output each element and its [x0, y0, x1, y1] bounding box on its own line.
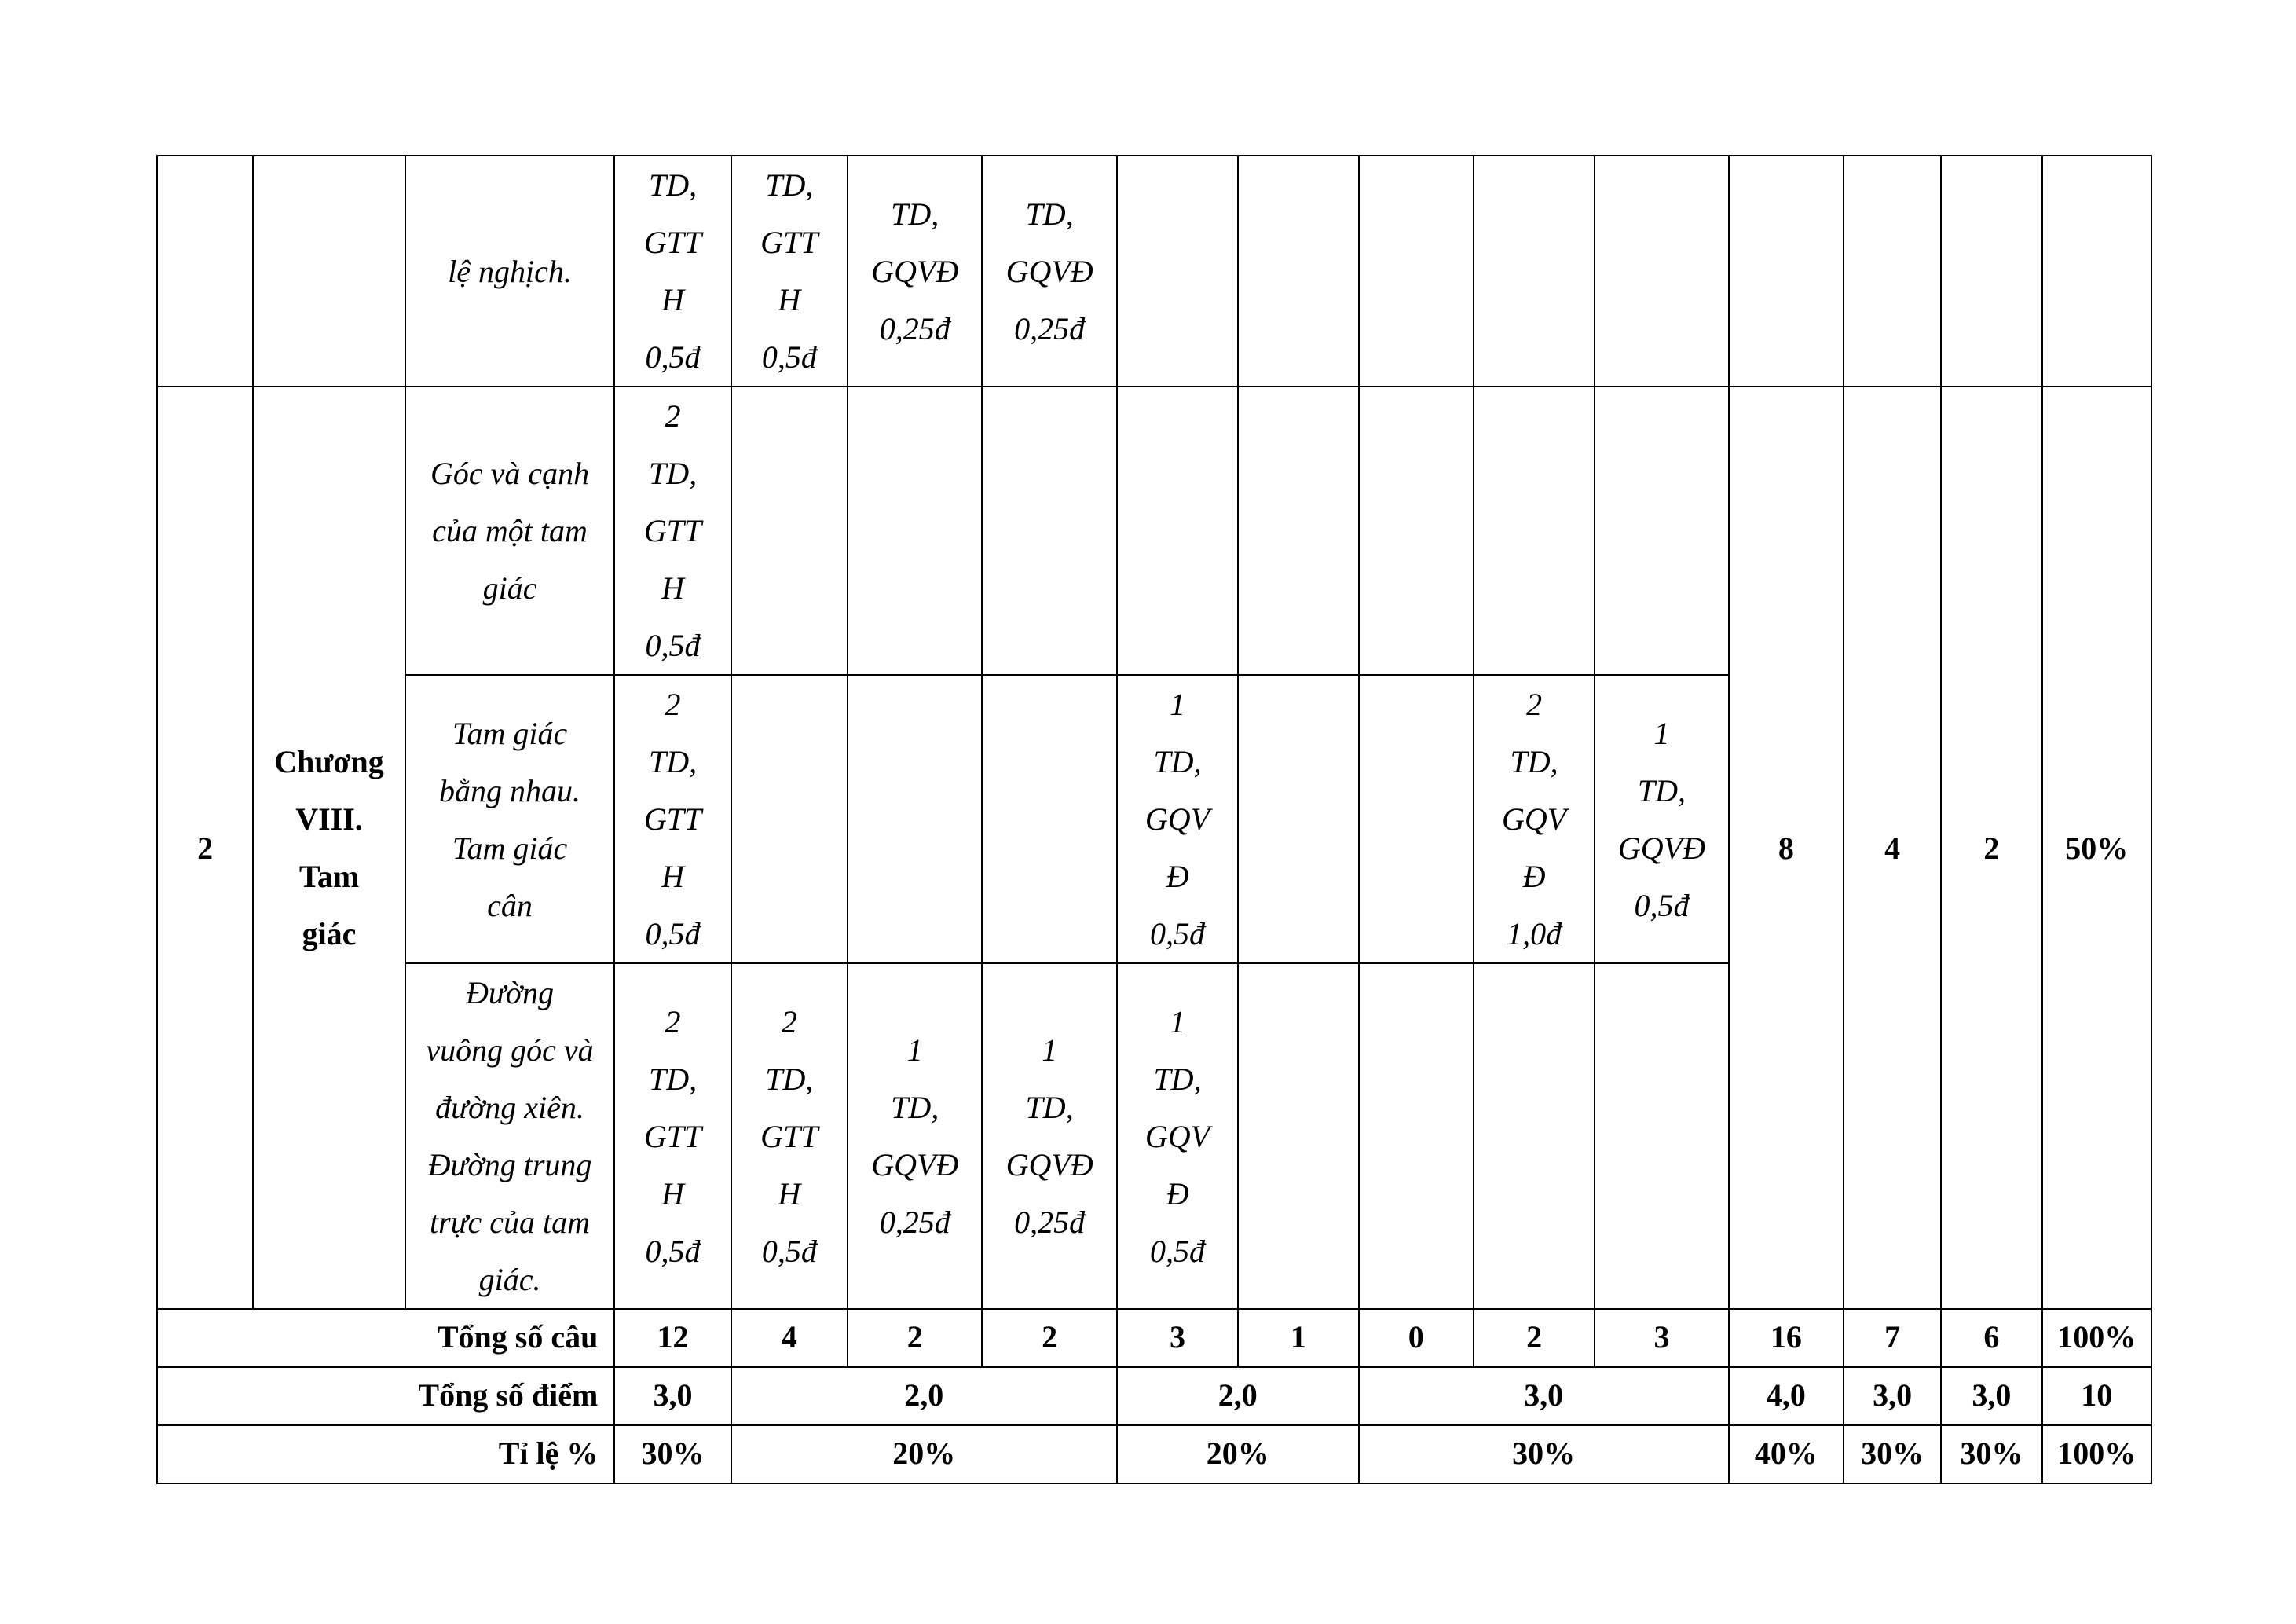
matrix-cell-empty: [1595, 156, 1728, 387]
matrix-cell-empty: [731, 675, 848, 963]
stt-cell-empty: [157, 156, 253, 387]
cell-line: Góc và cạnh: [430, 456, 590, 491]
matrix-cell: [614, 156, 731, 387]
cell-line: H: [661, 570, 684, 606]
total-cell: 20%: [1117, 1425, 1359, 1483]
cell-line: 1: [906, 1032, 923, 1068]
cell-line: 1: [1042, 1032, 1058, 1068]
cell-line: Đ: [1522, 859, 1546, 894]
cell-line: TD,: [1025, 1090, 1074, 1125]
cell-line: 1,0đ: [1507, 916, 1562, 951]
total-cell: 2: [982, 1309, 1116, 1367]
cell-line: 0,25đ: [1014, 310, 1086, 346]
cell-line: Đ: [1166, 1175, 1189, 1212]
cell-line: Đ: [1166, 859, 1189, 894]
cell-line: 0,5đ: [761, 339, 817, 375]
total-cell: 3,0: [1844, 1367, 1941, 1425]
cell-line: 2: [665, 398, 681, 434]
cell-line: 2: [665, 1003, 681, 1039]
total-cell: 3: [1117, 1309, 1238, 1367]
cell-line: Tam: [298, 859, 360, 894]
total-cell: 16: [1729, 1309, 1844, 1367]
cell-line: giác: [482, 570, 537, 606]
cell-line: 0,5đ: [1150, 916, 1205, 951]
total-cell: 2: [848, 1309, 982, 1367]
cell-line: 2: [1526, 687, 1543, 722]
cell-line: Đường trung: [427, 1147, 592, 1182]
topic-cell: [405, 963, 615, 1309]
chapter-cell-empty: [253, 156, 405, 387]
matrix-cell: [731, 156, 848, 387]
total-ratio-row: [157, 1425, 2151, 1483]
cell-line: GQVĐ: [871, 253, 959, 289]
matrix-cell: [1117, 963, 1238, 1309]
cell-line: giác.: [478, 1262, 541, 1297]
cell-line: 0,5đ: [645, 339, 701, 375]
matrix-cell-empty: [1595, 963, 1728, 1309]
matrix-cell-empty: [1359, 963, 1474, 1309]
cell-line: TD,: [891, 1090, 939, 1125]
matrix-cell: [1595, 675, 1728, 963]
cell-line: của một tam: [432, 513, 588, 548]
cell-line: VIII.: [295, 801, 363, 837]
cell-line: cân: [487, 887, 533, 923]
total-cell: 1: [1238, 1309, 1358, 1367]
total-cell: 3,0: [614, 1367, 731, 1425]
total-cell: 3: [1595, 1309, 1728, 1367]
topic-cell: [405, 675, 615, 963]
stt-cell: 2: [157, 387, 253, 1309]
cell-line: 0,5đ: [1150, 1233, 1205, 1269]
total-cell: 3,0: [1359, 1367, 1729, 1425]
matrix-cell-empty: [1359, 675, 1474, 963]
cell-line: GTT: [643, 801, 702, 837]
cell-line: GQVĐ: [871, 1147, 959, 1182]
cell-line: GTT: [760, 1118, 818, 1154]
cell-line: bằng nhau.: [439, 772, 581, 808]
total-cell: 30%: [1359, 1425, 1729, 1483]
cell-line: TD,: [648, 456, 698, 491]
total-cell: 6: [1941, 1309, 2041, 1367]
total-cell: 20%: [731, 1425, 1117, 1483]
cell-line: GTT: [643, 225, 702, 260]
summary-cell: 2: [1941, 387, 2041, 1309]
cell-line: 0,5đ: [645, 628, 701, 663]
cell-line: GQV: [1144, 801, 1210, 837]
chapter-name-cell: [253, 387, 405, 1309]
matrix-cell-empty: [1238, 387, 1358, 675]
cell-line: 0,5đ: [1634, 887, 1690, 923]
summary-cell-empty: [2042, 156, 2151, 387]
total-cell: 4,0: [1729, 1367, 1844, 1425]
matrix-cell-empty: [848, 387, 982, 675]
cell-line: GQVĐ: [1617, 830, 1705, 866]
cell-line: lệ nghịch.: [448, 253, 572, 289]
matrix-cell-empty: [1595, 387, 1728, 675]
matrix-cell: [848, 963, 982, 1309]
cell-line: trực của tam: [430, 1204, 591, 1240]
cell-line: H: [661, 282, 684, 317]
total-cell: 0: [1359, 1309, 1474, 1367]
matrix-cell-empty: [1238, 963, 1358, 1309]
cell-line: TD,: [1153, 744, 1202, 779]
total-cell: 100%: [2042, 1309, 2151, 1367]
matrix-cell-empty: [1359, 387, 1474, 675]
total-cell: 2: [1474, 1309, 1595, 1367]
cell-line: GQVĐ: [1005, 1147, 1093, 1182]
total-cell: 10: [2042, 1367, 2151, 1425]
total-points-label: Tổng số điểm: [157, 1367, 614, 1425]
cell-line: Tam giác: [452, 715, 568, 751]
cell-line: 0,5đ: [645, 916, 701, 951]
topic-cell: [405, 387, 615, 675]
matrix-cell-empty: [1117, 156, 1238, 387]
total-points-row: [157, 1367, 2151, 1425]
matrix-cell: [1474, 675, 1595, 963]
matrix-cell-empty: [1474, 387, 1595, 675]
cell-line: H: [661, 859, 684, 894]
matrix-cell: [982, 963, 1116, 1309]
summary-cell-empty: [1844, 156, 1941, 387]
matrix-cell-empty: [982, 387, 1116, 675]
matrix-cell: [614, 675, 731, 963]
cell-line: TD,: [648, 167, 698, 203]
cell-line: 2: [665, 687, 681, 722]
total-ratio-label: Tỉ lệ %: [157, 1425, 614, 1483]
matrix-cell: [614, 963, 731, 1309]
summary-cell-empty: [1941, 156, 2041, 387]
cell-line: H: [661, 1175, 684, 1212]
total-cell: 100%: [2042, 1425, 2151, 1483]
summary-cell: 4: [1844, 387, 1941, 1309]
total-cell: 2,0: [731, 1367, 1117, 1425]
cell-line: vuông góc và: [426, 1032, 594, 1068]
cell-line: 0,5đ: [645, 1233, 701, 1269]
cell-line: 1: [1170, 1003, 1185, 1039]
cell-line: 0,25đ: [879, 1204, 950, 1240]
total-questions-row: [157, 1309, 2151, 1367]
matrix-cell: [848, 156, 982, 387]
cell-line: 0,25đ: [879, 310, 950, 346]
cell-line: GQV: [1144, 1118, 1210, 1154]
total-cell: 30%: [1844, 1425, 1941, 1483]
matrix-cell: [731, 963, 848, 1309]
cell-line: TD,: [1153, 1061, 1202, 1097]
total-cell: 12: [614, 1309, 731, 1367]
total-cell: 4: [731, 1309, 848, 1367]
total-cell: 40%: [1729, 1425, 1844, 1483]
cell-line: GTT: [760, 225, 818, 260]
cell-line: H: [778, 282, 801, 317]
matrix-cell-empty: [848, 675, 982, 963]
cell-line: 1: [1653, 715, 1670, 751]
table-row: [157, 156, 2151, 387]
total-cell: 30%: [1941, 1425, 2041, 1483]
cell-line: TD,: [891, 196, 939, 232]
matrix-cell-empty: [1238, 675, 1358, 963]
cell-line: TD,: [1510, 744, 1558, 779]
summary-cell-empty: [1729, 156, 1844, 387]
total-cell: 3,0: [1941, 1367, 2041, 1425]
cell-line: TD,: [765, 1061, 814, 1097]
summary-percent-cell: 50%: [2042, 387, 2151, 1309]
matrix-cell-empty: [1474, 156, 1595, 387]
total-cell: 7: [1844, 1309, 1941, 1367]
cell-line: TD,: [1637, 772, 1686, 808]
matrix-cell-empty: [1474, 963, 1595, 1309]
cell-line: Đường: [466, 975, 555, 1010]
cell-line: H: [778, 1175, 801, 1212]
matrix-cell: [982, 156, 1116, 387]
cell-line: GTT: [643, 513, 702, 548]
matrix-cell-empty: [1117, 387, 1238, 675]
total-questions-label: Tổng số câu: [157, 1309, 614, 1367]
cell-line: GTT: [643, 1118, 702, 1154]
matrix-cell-empty: [982, 675, 1116, 963]
cell-line: TD,: [765, 167, 814, 203]
cell-line: GQVĐ: [1005, 253, 1093, 289]
cell-line: TD,: [648, 1061, 698, 1097]
cell-line: GQV: [1501, 801, 1567, 837]
total-cell: 2,0: [1117, 1367, 1359, 1425]
cell-line: TD,: [648, 744, 698, 779]
cell-line: 0,5đ: [761, 1233, 817, 1269]
matrix-cell-empty: [731, 387, 848, 675]
topic-cell: [405, 156, 615, 387]
cell-line: TD,: [1025, 196, 1074, 232]
table-row: [157, 387, 2151, 675]
exam-matrix-table: [156, 155, 2152, 1484]
cell-line: Tam giác: [452, 830, 568, 866]
matrix-cell-empty: [1238, 156, 1358, 387]
cell-line: giác: [302, 916, 357, 951]
cell-line: đường xiên.: [435, 1090, 584, 1125]
cell-line: 2: [781, 1003, 797, 1039]
cell-line: 1: [1170, 687, 1185, 722]
matrix-cell: [614, 387, 731, 675]
matrix-cell-empty: [1359, 156, 1474, 387]
cell-line: 0,25đ: [1014, 1204, 1086, 1240]
matrix-cell: [1117, 675, 1238, 963]
total-cell: 30%: [614, 1425, 731, 1483]
summary-cell: 8: [1729, 387, 1844, 1309]
cell-line: Chương: [274, 744, 384, 779]
